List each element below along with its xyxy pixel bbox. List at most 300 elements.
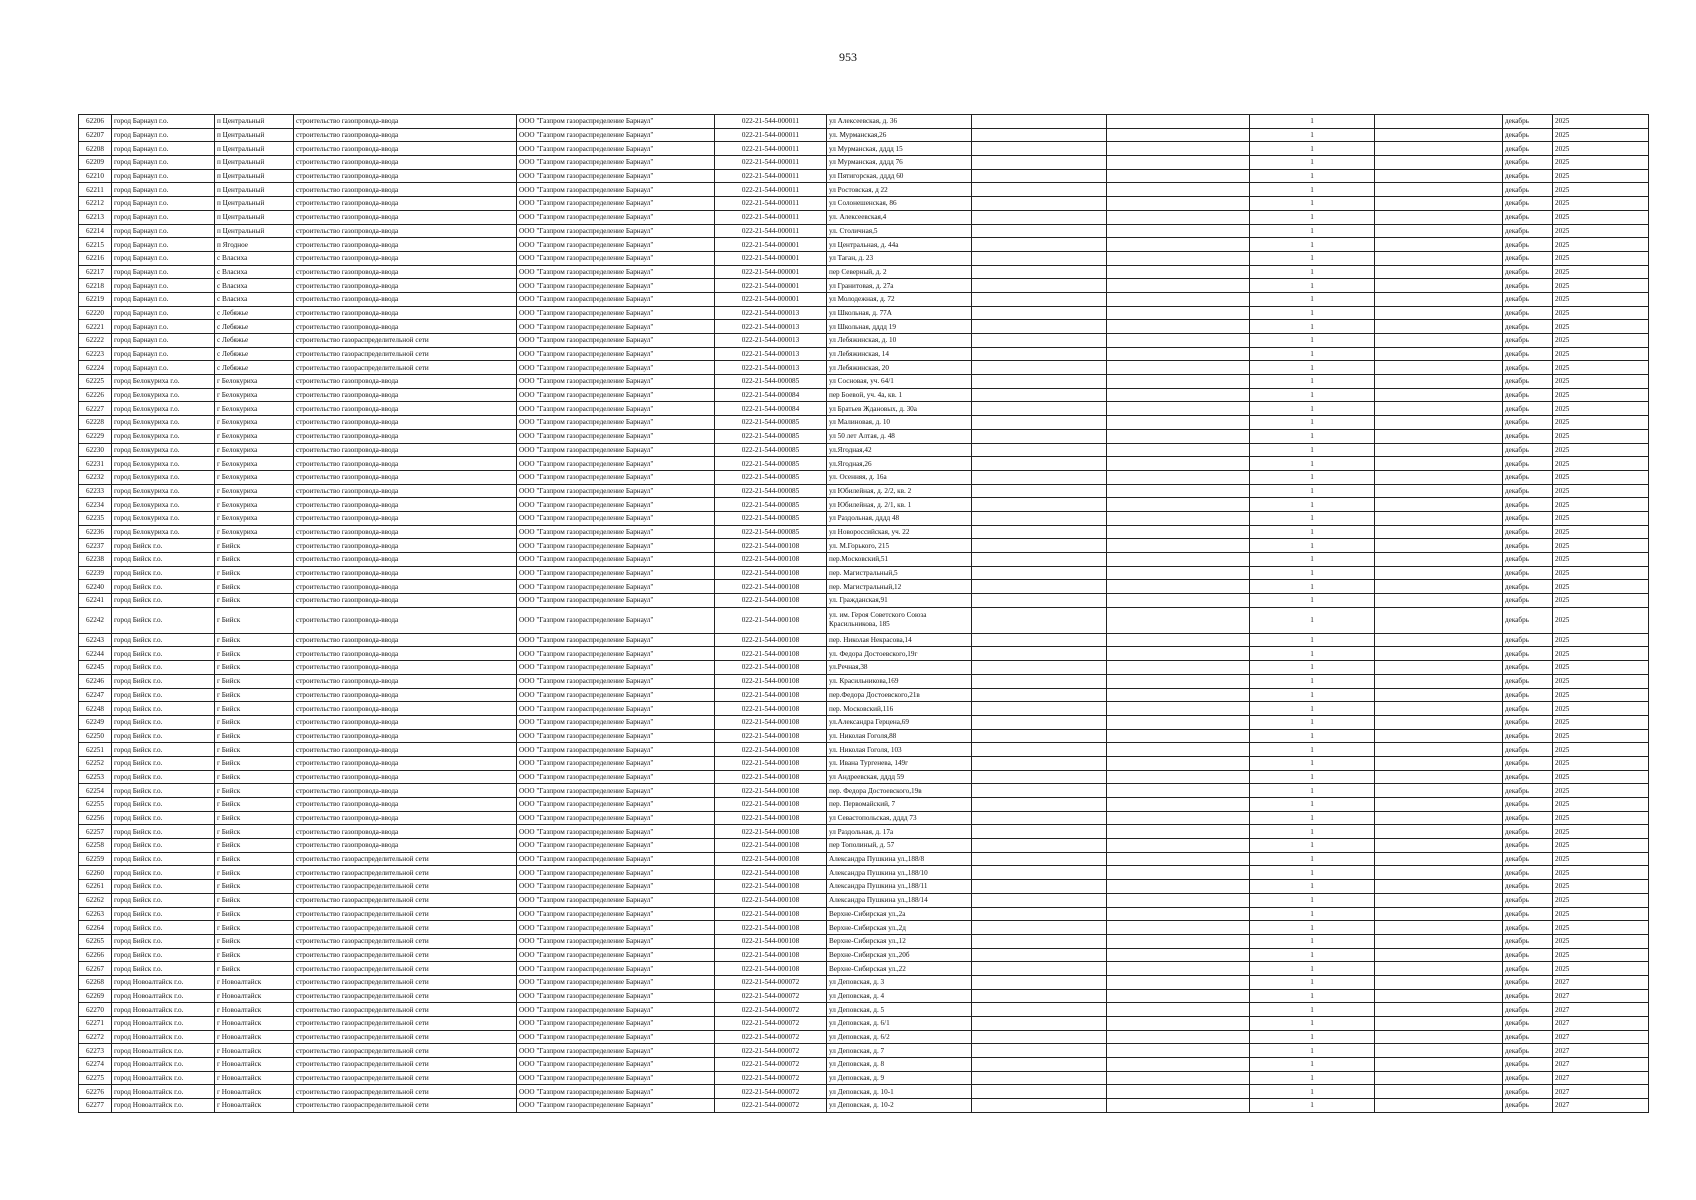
row-number: 62262: [79, 893, 112, 907]
row-number: 62255: [79, 798, 112, 812]
month-cell: декабрь: [1503, 580, 1553, 594]
work-type-cell: строительство газопровода-ввода: [294, 169, 517, 183]
empty-cell: [1375, 169, 1503, 183]
organization-cell: ООО "Газпром газораспределение Барнаул": [517, 388, 715, 402]
project-code-cell: 022-21-544-000011: [715, 183, 827, 197]
quantity-cell: 1: [1250, 647, 1375, 661]
row-number: 62207: [79, 128, 112, 142]
empty-cell: [1107, 729, 1250, 743]
month-cell: декабрь: [1503, 210, 1553, 224]
empty-cell: [972, 484, 1107, 498]
empty-cell: [1375, 715, 1503, 729]
empty-cell: [972, 169, 1107, 183]
table-row: [79, 429, 1649, 443]
row-number: 62216: [79, 251, 112, 265]
empty-cell: [1107, 975, 1250, 989]
table-row: [79, 1085, 1649, 1099]
empty-cell: [1107, 292, 1250, 306]
table-row: [79, 142, 1649, 156]
quantity-cell: 1: [1250, 921, 1375, 935]
project-code-cell: 022-21-544-000011: [715, 169, 827, 183]
row-number: 62215: [79, 238, 112, 252]
quantity-cell: 1: [1250, 539, 1375, 553]
row-number: 62212: [79, 197, 112, 211]
quantity-cell: 1: [1250, 594, 1375, 608]
settlement-cell: с Власиха: [215, 251, 294, 265]
project-code-cell: 022-21-544-000013: [715, 361, 827, 375]
work-type-cell: строительство газораспределительной сети: [294, 880, 517, 894]
empty-cell: [972, 825, 1107, 839]
table-row: [79, 948, 1649, 962]
month-cell: декабрь: [1503, 989, 1553, 1003]
organization-cell: ООО "Газпром газораспределение Барнаул": [517, 361, 715, 375]
project-code-cell: 022-21-544-000108: [715, 784, 827, 798]
year-cell: 2025: [1553, 279, 1649, 293]
empty-cell: [972, 539, 1107, 553]
empty-cell: [1375, 784, 1503, 798]
empty-cell: [972, 594, 1107, 608]
row-number: 62260: [79, 866, 112, 880]
year-cell: 2025: [1553, 633, 1649, 647]
year-cell: 2025: [1553, 594, 1649, 608]
municipality-cell: город Бийск г.о.: [112, 633, 215, 647]
settlement-cell: г Белокуриха: [215, 457, 294, 471]
municipality-cell: город Бийск г.о.: [112, 607, 215, 633]
month-cell: декабрь: [1503, 880, 1553, 894]
work-type-cell: строительство газораспределительной сети: [294, 1099, 517, 1113]
empty-cell: [1375, 674, 1503, 688]
empty-cell: [972, 784, 1107, 798]
work-type-cell: строительство газопровода-ввода: [294, 388, 517, 402]
work-type-cell: строительство газопровода-ввода: [294, 224, 517, 238]
year-cell: 2025: [1553, 729, 1649, 743]
municipality-cell: город Бийск г.о.: [112, 948, 215, 962]
organization-cell: ООО "Газпром газораспределение Барнаул": [517, 729, 715, 743]
project-code-cell: 022-21-544-000108: [715, 661, 827, 675]
municipality-cell: город Барнаул г.о.: [112, 334, 215, 348]
quantity-cell: 1: [1250, 852, 1375, 866]
year-cell: 2025: [1553, 142, 1649, 156]
empty-cell: [1375, 580, 1503, 594]
address-cell: пер Северный, д. 2: [827, 265, 972, 279]
municipality-cell: город Белокуриха г.о.: [112, 429, 215, 443]
municipality-cell: город Бийск г.о.: [112, 880, 215, 894]
address-cell: ул Пятигорская, дддд 60: [827, 169, 972, 183]
table-row: [79, 210, 1649, 224]
row-number: 62223: [79, 347, 112, 361]
month-cell: декабрь: [1503, 770, 1553, 784]
year-cell: 2025: [1553, 566, 1649, 580]
quantity-cell: 1: [1250, 306, 1375, 320]
municipality-cell: город Белокуриха г.о.: [112, 375, 215, 389]
empty-cell: [1107, 1071, 1250, 1085]
project-code-cell: 022-21-544-000085: [715, 429, 827, 443]
project-code-cell: 022-21-544-000011: [715, 224, 827, 238]
work-type-cell: строительство газопровода-ввода: [294, 484, 517, 498]
empty-cell: [1375, 156, 1503, 170]
year-cell: 2025: [1553, 839, 1649, 853]
quantity-cell: 1: [1250, 128, 1375, 142]
year-cell: 2025: [1553, 402, 1649, 416]
address-cell: ул. Осенняя, д. 16а: [827, 470, 972, 484]
quantity-cell: 1: [1250, 197, 1375, 211]
settlement-cell: г Бийск: [215, 784, 294, 798]
empty-cell: [1107, 210, 1250, 224]
municipality-cell: город Бийск г.о.: [112, 661, 215, 675]
table-row: [79, 388, 1649, 402]
project-code-cell: 022-21-544-000072: [715, 1030, 827, 1044]
work-type-cell: строительство газопровода-ввода: [294, 566, 517, 580]
quantity-cell: 1: [1250, 292, 1375, 306]
empty-cell: [1375, 770, 1503, 784]
year-cell: 2027: [1553, 1071, 1649, 1085]
settlement-cell: г Бийск: [215, 633, 294, 647]
month-cell: декабрь: [1503, 156, 1553, 170]
empty-cell: [1107, 553, 1250, 567]
empty-cell: [972, 251, 1107, 265]
address-cell: ул Деповская, д. 7: [827, 1044, 972, 1058]
empty-cell: [1375, 128, 1503, 142]
quantity-cell: 1: [1250, 866, 1375, 880]
address-cell: ул Деповская, д. 4: [827, 989, 972, 1003]
settlement-cell: г Бийск: [215, 580, 294, 594]
table-row: [79, 320, 1649, 334]
month-cell: декабрь: [1503, 607, 1553, 633]
quantity-cell: 1: [1250, 702, 1375, 716]
empty-cell: [972, 811, 1107, 825]
quantity-cell: 1: [1250, 525, 1375, 539]
organization-cell: ООО "Газпром газораспределение Барнаул": [517, 292, 715, 306]
month-cell: декабрь: [1503, 702, 1553, 716]
organization-cell: ООО "Газпром газораспределение Барнаул": [517, 743, 715, 757]
quantity-cell: 1: [1250, 975, 1375, 989]
organization-cell: ООО "Газпром газораспределение Барнаул": [517, 251, 715, 265]
organization-cell: ООО "Газпром газораспределение Барнаул": [517, 948, 715, 962]
quantity-cell: 1: [1250, 156, 1375, 170]
organization-cell: ООО "Газпром газораспределение Барнаул": [517, 238, 715, 252]
empty-cell: [1107, 361, 1250, 375]
empty-cell: [1107, 607, 1250, 633]
quantity-cell: 1: [1250, 416, 1375, 430]
empty-cell: [1375, 566, 1503, 580]
page-number: 953: [839, 50, 857, 64]
row-number: 62229: [79, 429, 112, 443]
month-cell: декабрь: [1503, 798, 1553, 812]
table-row: [79, 197, 1649, 211]
year-cell: 2025: [1553, 292, 1649, 306]
settlement-cell: г Новоалтайск: [215, 1017, 294, 1031]
address-cell: пер. Магистральный,5: [827, 566, 972, 580]
settlement-cell: г Новоалтайск: [215, 1099, 294, 1113]
table-row: [79, 511, 1649, 525]
registry-table: [78, 114, 1649, 1113]
empty-cell: [972, 566, 1107, 580]
empty-cell: [1375, 852, 1503, 866]
table-row: [79, 594, 1649, 608]
work-type-cell: строительство газопровода-ввода: [294, 525, 517, 539]
municipality-cell: город Белокуриха г.о.: [112, 402, 215, 416]
quantity-cell: 1: [1250, 457, 1375, 471]
address-cell: ул Деповская, д. 10-1: [827, 1085, 972, 1099]
row-number: 62211: [79, 183, 112, 197]
organization-cell: ООО "Газпром газораспределение Барнаул": [517, 498, 715, 512]
project-code-cell: 022-21-544-000108: [715, 539, 827, 553]
organization-cell: ООО "Газпром газораспределение Барнаул": [517, 893, 715, 907]
address-cell: ул Мурманская, дддд 76: [827, 156, 972, 170]
quantity-cell: 1: [1250, 1099, 1375, 1113]
address-cell: ул.Речная,38: [827, 661, 972, 675]
year-cell: 2025: [1553, 361, 1649, 375]
month-cell: декабрь: [1503, 661, 1553, 675]
empty-cell: [972, 1085, 1107, 1099]
project-code-cell: 022-21-544-000072: [715, 1003, 827, 1017]
empty-cell: [972, 402, 1107, 416]
work-type-cell: строительство газопровода-ввода: [294, 142, 517, 156]
empty-cell: [1107, 702, 1250, 716]
year-cell: 2025: [1553, 498, 1649, 512]
empty-cell: [972, 183, 1107, 197]
row-number: 62228: [79, 416, 112, 430]
table-row: [79, 279, 1649, 293]
empty-cell: [1107, 156, 1250, 170]
empty-cell: [1107, 443, 1250, 457]
year-cell: 2025: [1553, 511, 1649, 525]
table-row: [79, 361, 1649, 375]
year-cell: 2025: [1553, 347, 1649, 361]
settlement-cell: г Белокуриха: [215, 402, 294, 416]
quantity-cell: 1: [1250, 798, 1375, 812]
organization-cell: ООО "Газпром газораспределение Барнаул": [517, 375, 715, 389]
project-code-cell: 022-21-544-000108: [715, 825, 827, 839]
table-row: [79, 715, 1649, 729]
address-cell: Александра Пушкина ул.,188/11: [827, 880, 972, 894]
year-cell: 2025: [1553, 224, 1649, 238]
address-cell: ул. Мурманская,26: [827, 128, 972, 142]
year-cell: 2025: [1553, 470, 1649, 484]
empty-cell: [1107, 852, 1250, 866]
table-row: [79, 1058, 1649, 1072]
row-number: 62217: [79, 265, 112, 279]
address-cell: ул Лебяжинская, 14: [827, 347, 972, 361]
empty-cell: [1107, 375, 1250, 389]
table-row: [79, 484, 1649, 498]
empty-cell: [1375, 224, 1503, 238]
organization-cell: ООО "Газпром газораспределение Барнаул": [517, 416, 715, 430]
quantity-cell: 1: [1250, 989, 1375, 1003]
address-cell: ул Юбилейная, д. 2/1, кв. 1: [827, 498, 972, 512]
row-number: 62248: [79, 702, 112, 716]
month-cell: декабрь: [1503, 306, 1553, 320]
municipality-cell: город Бийск г.о.: [112, 594, 215, 608]
year-cell: 2025: [1553, 183, 1649, 197]
empty-cell: [1375, 347, 1503, 361]
empty-cell: [1107, 934, 1250, 948]
row-number: 62271: [79, 1017, 112, 1031]
settlement-cell: с Власиха: [215, 279, 294, 293]
municipality-cell: город Бийск г.о.: [112, 921, 215, 935]
project-code-cell: 022-21-544-000108: [715, 702, 827, 716]
year-cell: 2025: [1553, 715, 1649, 729]
empty-cell: [1375, 470, 1503, 484]
year-cell: 2025: [1553, 674, 1649, 688]
month-cell: декабрь: [1503, 715, 1553, 729]
settlement-cell: г Бийск: [215, 743, 294, 757]
empty-cell: [1375, 429, 1503, 443]
settlement-cell: с Власиха: [215, 265, 294, 279]
organization-cell: ООО "Газпром газораспределение Барнаул": [517, 825, 715, 839]
settlement-cell: г Бийск: [215, 934, 294, 948]
empty-cell: [1107, 907, 1250, 921]
municipality-cell: город Барнаул г.о.: [112, 210, 215, 224]
empty-cell: [1107, 183, 1250, 197]
year-cell: 2025: [1553, 115, 1649, 129]
empty-cell: [1107, 1030, 1250, 1044]
quantity-cell: 1: [1250, 279, 1375, 293]
empty-cell: [972, 470, 1107, 484]
address-cell: пер. Федора Достоевского,19в: [827, 784, 972, 798]
empty-cell: [1107, 633, 1250, 647]
organization-cell: ООО "Газпром газораспределение Барнаул": [517, 320, 715, 334]
empty-cell: [972, 443, 1107, 457]
work-type-cell: строительство газопровода-ввода: [294, 756, 517, 770]
year-cell: 2025: [1553, 443, 1649, 457]
work-type-cell: строительство газопровода-ввода: [294, 729, 517, 743]
address-cell: пер Боевой, уч. 4а, кв. 1: [827, 388, 972, 402]
settlement-cell: п Центральный: [215, 210, 294, 224]
municipality-cell: город Бийск г.о.: [112, 715, 215, 729]
settlement-cell: г Белокуриха: [215, 470, 294, 484]
work-type-cell: строительство газораспределительной сети: [294, 989, 517, 1003]
organization-cell: ООО "Газпром газораспределение Барнаул": [517, 674, 715, 688]
row-number: 62274: [79, 1058, 112, 1072]
month-cell: декабрь: [1503, 183, 1553, 197]
municipality-cell: город Новоалтайск г.о.: [112, 1099, 215, 1113]
quantity-cell: 1: [1250, 743, 1375, 757]
empty-cell: [1375, 989, 1503, 1003]
organization-cell: ООО "Газпром газораспределение Барнаул": [517, 1003, 715, 1017]
municipality-cell: город Белокуриха г.о.: [112, 525, 215, 539]
quantity-cell: 1: [1250, 347, 1375, 361]
work-type-cell: строительство газопровода-ввода: [294, 770, 517, 784]
work-type-cell: строительство газораспределительной сети: [294, 1030, 517, 1044]
settlement-cell: г Бийск: [215, 729, 294, 743]
quantity-cell: 1: [1250, 825, 1375, 839]
row-number: 62240: [79, 580, 112, 594]
month-cell: декабрь: [1503, 866, 1553, 880]
project-code-cell: 022-21-544-000011: [715, 142, 827, 156]
settlement-cell: г Бийск: [215, 852, 294, 866]
address-cell: ул. Федора Достоевского,19г: [827, 647, 972, 661]
quantity-cell: 1: [1250, 511, 1375, 525]
empty-cell: [972, 866, 1107, 880]
month-cell: декабрь: [1503, 402, 1553, 416]
organization-cell: ООО "Газпром газораспределение Барнаул": [517, 647, 715, 661]
project-code-cell: 022-21-544-000013: [715, 306, 827, 320]
row-number: 62222: [79, 334, 112, 348]
month-cell: декабрь: [1503, 238, 1553, 252]
settlement-cell: с Лебяжье: [215, 334, 294, 348]
empty-cell: [1107, 962, 1250, 976]
organization-cell: ООО "Газпром газораспределение Барнаул": [517, 484, 715, 498]
work-type-cell: строительство газопровода-ввода: [294, 443, 517, 457]
row-number: 62264: [79, 921, 112, 935]
empty-cell: [1375, 553, 1503, 567]
settlement-cell: г Бийск: [215, 702, 294, 716]
month-cell: декабрь: [1503, 1058, 1553, 1072]
municipality-cell: город Барнаул г.о.: [112, 224, 215, 238]
month-cell: декабрь: [1503, 1099, 1553, 1113]
month-cell: декабрь: [1503, 975, 1553, 989]
table-row: [79, 553, 1649, 567]
address-cell: пер. Московский,116: [827, 702, 972, 716]
project-code-cell: 022-21-544-000011: [715, 156, 827, 170]
organization-cell: ООО "Газпром газораспределение Барнаул": [517, 661, 715, 675]
year-cell: 2025: [1553, 743, 1649, 757]
settlement-cell: п Центральный: [215, 128, 294, 142]
month-cell: декабрь: [1503, 647, 1553, 661]
organization-cell: ООО "Газпром газораспределение Барнаул": [517, 511, 715, 525]
empty-cell: [1375, 1017, 1503, 1031]
row-number: 62237: [79, 539, 112, 553]
work-type-cell: строительство газораспределительной сети: [294, 334, 517, 348]
row-number: 62277: [79, 1099, 112, 1113]
empty-cell: [1107, 989, 1250, 1003]
quantity-cell: 1: [1250, 811, 1375, 825]
empty-cell: [1107, 811, 1250, 825]
settlement-cell: п Центральный: [215, 169, 294, 183]
row-number: 62209: [79, 156, 112, 170]
empty-cell: [972, 880, 1107, 894]
work-type-cell: строительство газопровода-ввода: [294, 115, 517, 129]
municipality-cell: город Барнаул г.о.: [112, 306, 215, 320]
month-cell: декабрь: [1503, 1017, 1553, 1031]
table-row: [79, 1030, 1649, 1044]
empty-cell: [1375, 962, 1503, 976]
table-row: [79, 962, 1649, 976]
settlement-cell: г Белокуриха: [215, 443, 294, 457]
empty-cell: [972, 1017, 1107, 1031]
settlement-cell: п Ягодное: [215, 238, 294, 252]
project-code-cell: 022-21-544-000084: [715, 388, 827, 402]
project-code-cell: 022-21-544-000011: [715, 115, 827, 129]
month-cell: декабрь: [1503, 934, 1553, 948]
table-row: [79, 1003, 1649, 1017]
year-cell: 2025: [1553, 866, 1649, 880]
address-cell: ул. Гражданская,91: [827, 594, 972, 608]
project-code-cell: 022-21-544-000085: [715, 498, 827, 512]
organization-cell: ООО "Газпром газораспределение Барнаул": [517, 183, 715, 197]
work-type-cell: строительство газораспределительной сети: [294, 948, 517, 962]
empty-cell: [972, 1099, 1107, 1113]
quantity-cell: 1: [1250, 756, 1375, 770]
row-number: 62258: [79, 839, 112, 853]
row-number: 62244: [79, 647, 112, 661]
address-cell: ул Раздольная, д. 17а: [827, 825, 972, 839]
project-code-cell: 022-21-544-000108: [715, 633, 827, 647]
month-cell: декабрь: [1503, 169, 1553, 183]
month-cell: декабрь: [1503, 361, 1553, 375]
municipality-cell: город Бийск г.о.: [112, 866, 215, 880]
empty-cell: [1375, 661, 1503, 675]
year-cell: 2025: [1553, 607, 1649, 633]
address-cell: Александра Пушкина ул.,188/8: [827, 852, 972, 866]
table-row: [79, 893, 1649, 907]
project-code-cell: 022-21-544-000108: [715, 756, 827, 770]
empty-cell: [1375, 1058, 1503, 1072]
empty-cell: [1375, 839, 1503, 853]
year-cell: 2025: [1553, 169, 1649, 183]
settlement-cell: п Центральный: [215, 142, 294, 156]
